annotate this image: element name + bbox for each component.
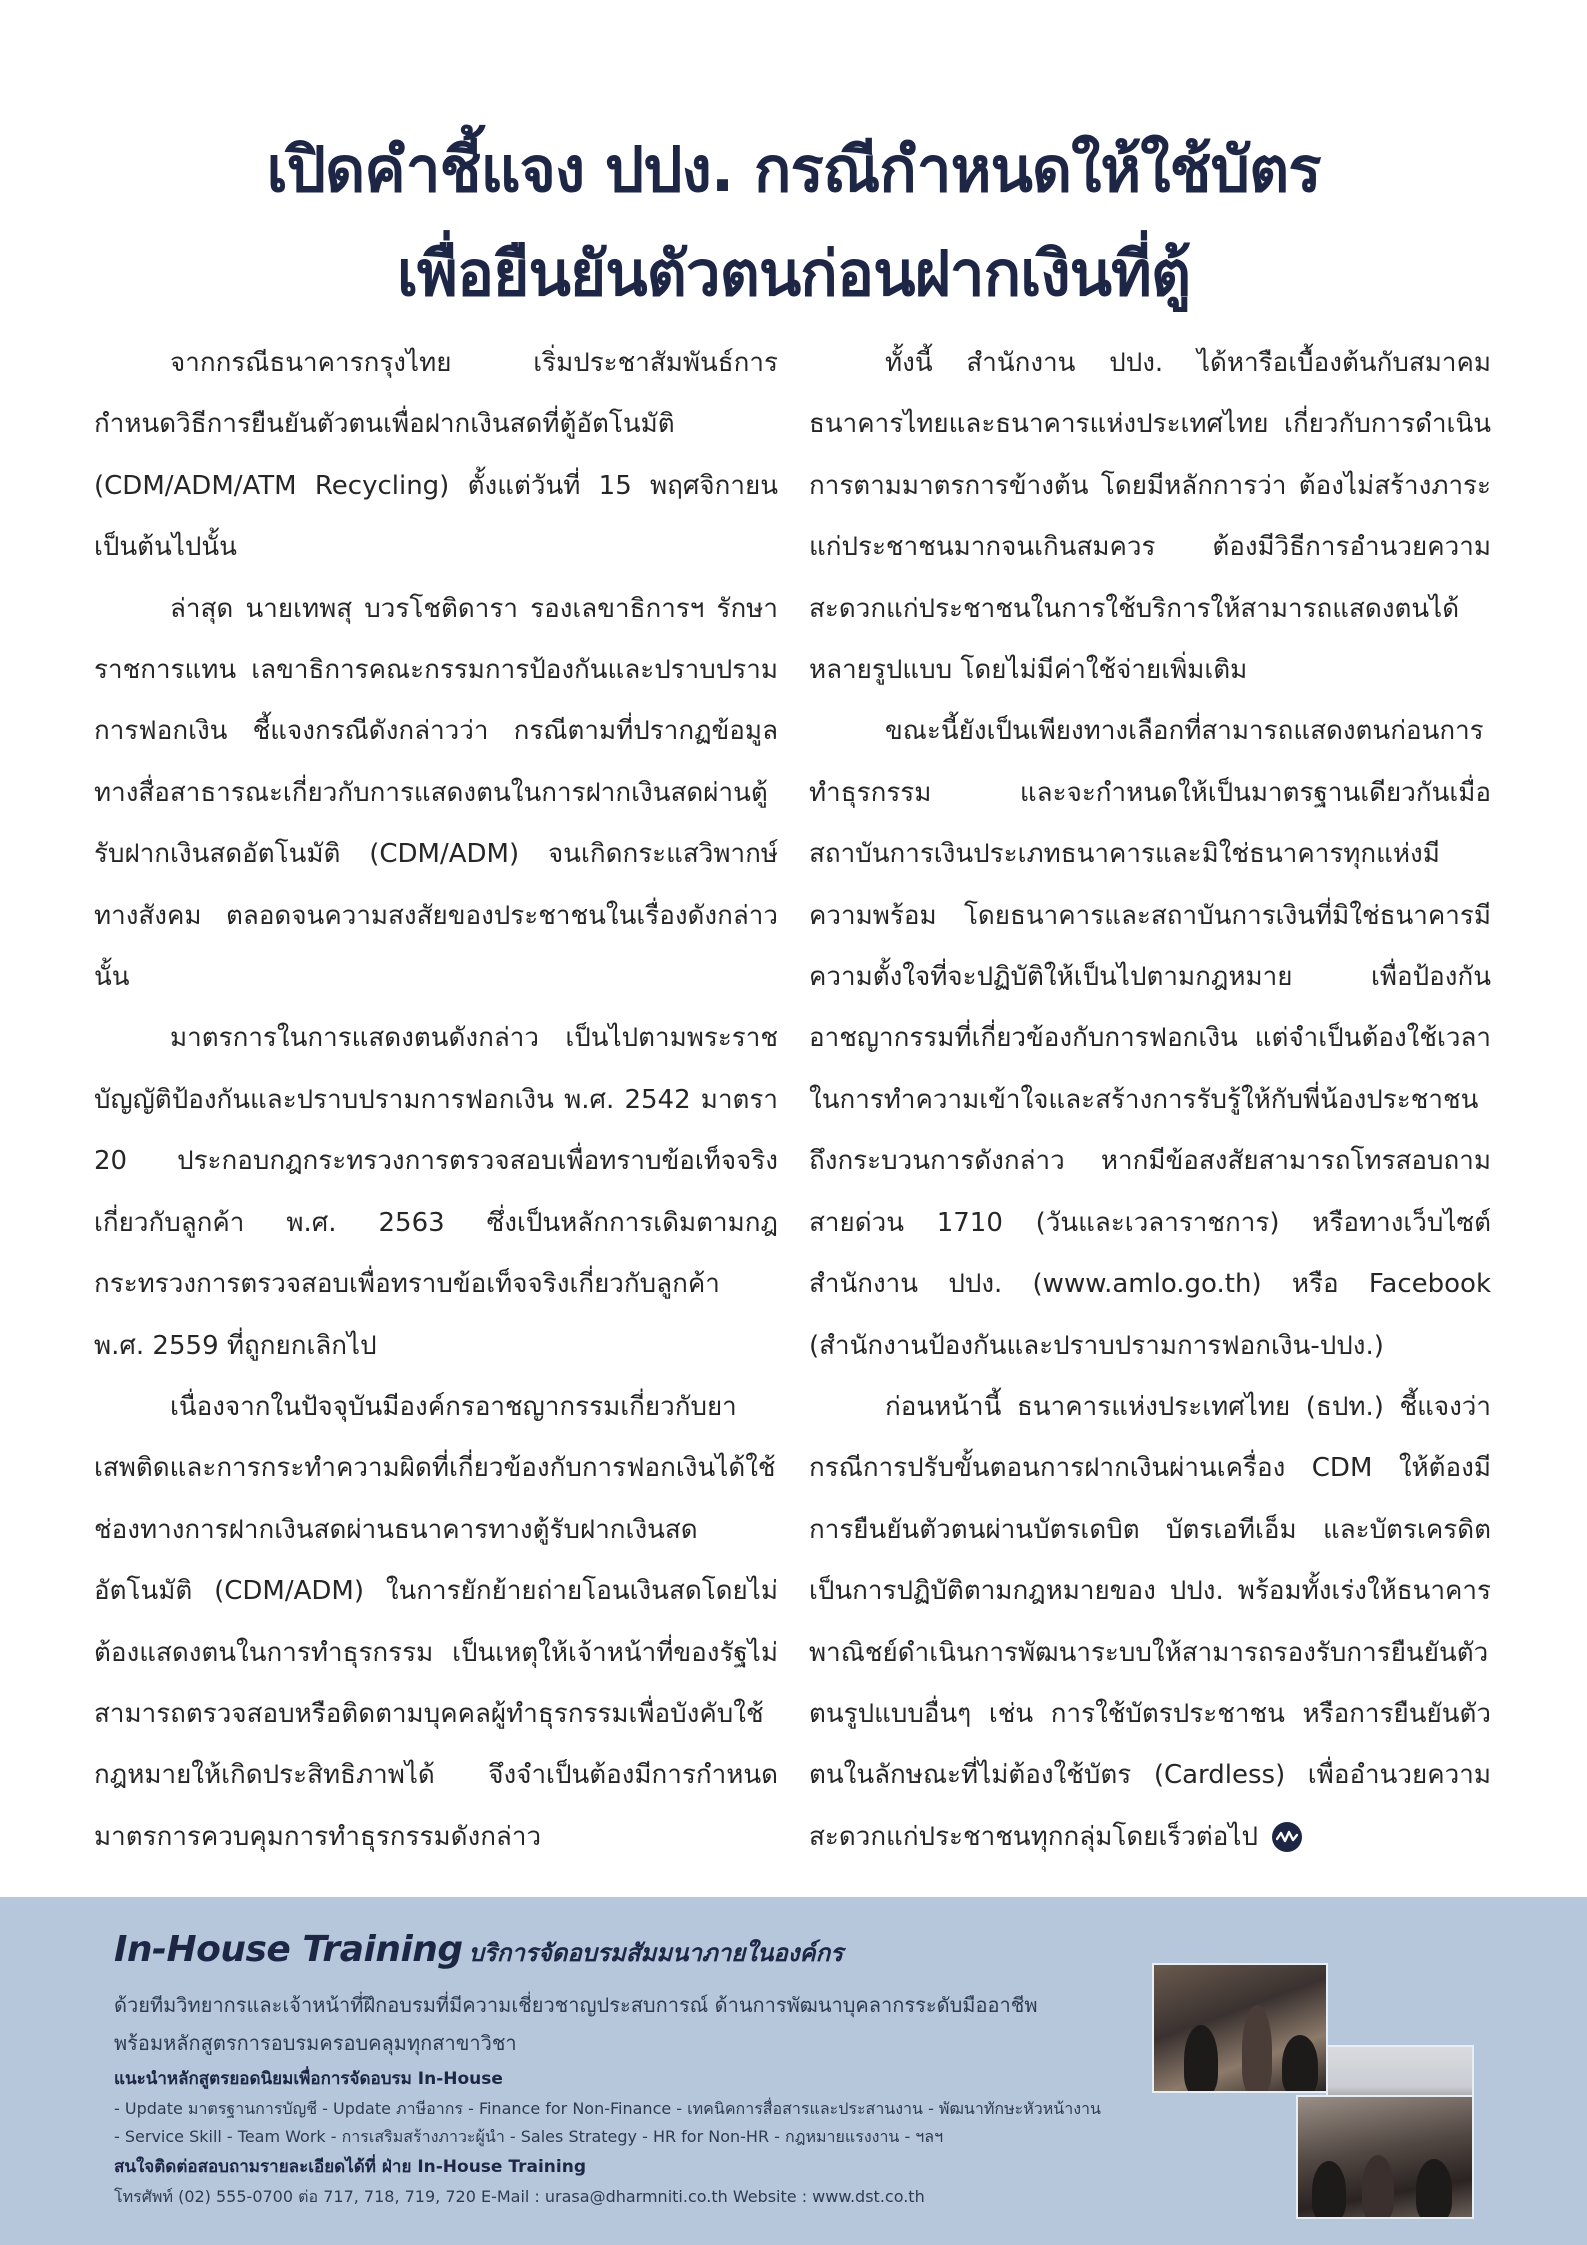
title-line-1: เปิดคำชี้แจง ปปง. กรณีกำหนดให้ใช้บัตร bbox=[266, 133, 1321, 206]
banner-contact-heading: สนใจติดต่อสอบถามรายละเอียดได้ที่ ฝ่าย In-House Training bbox=[114, 2157, 586, 2177]
banner-courses-heading: แนะนำหลักสูตรยอดนิยมเพื่อการจัดอบรม In-House bbox=[114, 2069, 503, 2089]
article-title bbox=[0, 118, 1587, 326]
paragraph: ขณะนี้ยังเป็นเพียงทางเลือกที่สามารถแสดงตนก่อนการทำธุรกรรม และจะกำหนดให้เป็นมาตรฐานเดียวกันเมื่อสถาบันการเงินประเภทธนาคารและมิใช่ธนาคารทุกแห่งมีความพร้อม โดยธนาคารและสถาบันการเงินที่มิใช่ธนาคารมีความตั้งใจที่จะปฏิบัติให้เป็นไปตามกฎหมาย เพื่อป้องกันอาชญากรรมที่เกี่ยวข้องกับการฟอกเงิน แต่จำเป็นต้องใช้เวลาในการทำความเข้าใจและสร้างการรับรู้ให้กับพี่น้องประชาชนถึงกระบวนการดังกล่าว หากมีข้อสงสัยสามารถโทรสอบถามสายด่วน 1710 (วันและเวลาราชการ) หรือทางเว็บไซต์สำนักงาน ปปง. (www.amlo.go.th) หรือ Facebook (สำนักงานป้องกันและปราบปรามการฟอกเงิน-ปปง.) bbox=[809, 716, 1491, 1361]
banner-courses-list: - Service Skill - Team Work - การเสริมสร้างภาวะผู้นำ - Sales Strategy - HR for Non-HR - กฎหมายแรงงาน - ฯลฯ bbox=[114, 2127, 944, 2146]
banner-brand bbox=[114, 1929, 843, 1972]
banner-description: ด้วยทีมวิทยากรและเจ้าหน้าที่ฝึกอบรมที่มีความเชี่ยวชาญประสบการณ์ ด้านการพัฒนาบุคลากรระดับมืออาชีพ bbox=[114, 1993, 1038, 2017]
paragraph: ทั้งนี้ สำนักงาน ปปง. ได้หารือเบื้องต้นกับสมาคมธนาคารไทยและธนาคารแห่งประเทศไทย เกี่ยวกับการดำเนินการตามมาตรการข้างต้น โดยมีหลักการว่า ต้องไม่สร้างภาระแก่ประชาชนมากจนเกินสมควร ต้องมีวิธีการอำนวยความสะดวกแก่ประชาชนในการใช้บริการให้สามารถแสดงตนได้หลายรูปแบบ โดยไม่มีค่าใช้จ่ายเพิ่มเติม bbox=[809, 348, 1491, 686]
article-end-icon bbox=[1272, 1822, 1302, 1852]
banner-brand-subtitle: บริการจัดอบรมสัมมนาภายในองค์กร bbox=[468, 1939, 843, 1967]
banner-brand-name: In-House Training bbox=[114, 1929, 463, 1970]
title-line-2: เพื่อยืนยันตัวตนก่อนฝากเงินที่ตู้ bbox=[396, 237, 1191, 310]
training-photo bbox=[1152, 1963, 1328, 2093]
paragraph-text: ก่อนหน้านี้ ธนาคารแห่งประเทศไทย (ธปท.) ชี้แจงว่า กรณีการปรับขั้นตอนการฝากเงินผ่านเครื่อง CDM ให้ต้องมีการยืนยันตัวตนผ่านบัตรเดบิต บัตรเอทีเอ็ม และบัตรเครดิต เป็นการปฏิบัติตามกฎหมายของ ปปง. พร้อมทั้งเร่งให้ธนาคารพาณิชย์ดำเนินการพัฒนาระบบให้สามารถรองรับการยืนยันตัวตนรูปแบบอื่นๆ เช่น การใช้บัตรประชาชน หรือการยืนยันตัวตนในลักษณะที่ไม่ต้องใช้บัตร (Cardless) เพื่ออำนวยความสะดวกแก่ประชาชนทุกกลุ่มโดยเร็วต่อไป bbox=[809, 1391, 1491, 1852]
paragraph: ล่าสุด นายเทพสุ บวรโชติดารา รองเลขาธิการฯ รักษาราชการแทน เลขาธิการคณะกรรมการป้องกันและปราบปรามการฟอกเงิน ชี้แจงกรณีดังกล่าวว่า กรณีตามที่ปรากฏข้อมูลทางสื่อสาธารณะเกี่ยวกับการแสดงตนในการฝากเงินสดผ่านตู้รับฝากเงินสดอัตโนมัติ (CDM/ADM) จนเกิดกระแสวิพากษ์ทางสังคม ตลอดจนความสงสัยของประชาชนในเรื่องดังกล่าวนั้น bbox=[94, 593, 778, 993]
paragraph bbox=[809, 1377, 1491, 1868]
left-column bbox=[94, 333, 778, 1868]
paragraph: เนื่องจากในปัจจุบันมีองค์กรอาชญากรรมเกี่ยวกับยาเสพติดและการกระทำความผิดที่เกี่ยวข้องกับการฟอกเงินได้ใช้ช่องทางการฝากเงินสดผ่านธนาคารทางตู้รับฝากเงินสดอัตโนมัติ (CDM/ADM) ในการยักย้ายถ่ายโอนเงินสดโดยไม่ต้องแสดงตนในการทำธุรกรรม เป็นเหตุให้เจ้าหน้าที่ของรัฐไม่สามารถตรวจสอบหรือติดตามบุคคลผู้ทำธุรกรรมเพื่อบังคับใช้กฎหมายให้เกิดประสิทธิภาพได้ จึงจำเป็นต้องมีการกำหนดมาตรการควบคุมการทำธุรกรรมดังกล่าว bbox=[94, 1391, 778, 1852]
banner-description: พร้อมหลักสูตรการอบรมครอบคลุมทุกสาขาวิชา bbox=[114, 2031, 517, 2055]
training-photo bbox=[1296, 2095, 1474, 2219]
banner-contact-info: โทรศัพท์ (02) 555-0700 ต่อ 717, 718, 719, 720 E-Mail : urasa@dharmniti.co.th Website : www.dst.co.th bbox=[114, 2187, 925, 2206]
paragraph: มาตรการในการแสดงตนดังกล่าว เป็นไปตามพระราชบัญญัติป้องกันและปราบปรามการฟอกเงิน พ.ศ. 2542 มาตรา 20 ประกอบกฎกระทรวงการตรวจสอบเพื่อทราบข้อเท็จจริงเกี่ยวกับลูกค้า พ.ศ. 2563 ซึ่งเป็นหลักการเดิมตามกฎกระทรวงการตรวจสอบเพื่อทราบข้อเท็จจริงเกี่ยวกับลูกค้า พ.ศ. 2559 ที่ถูกยกเลิกไป bbox=[94, 1023, 778, 1361]
in-house-training-banner bbox=[0, 1897, 1587, 2245]
paragraph: จากกรณีธนาคารกรุงไทย เริ่มประชาสัมพันธ์การกำหนดวิธีการยืนยันตัวตนเพื่อฝากเงินสดที่ตู้อัตโนมัติ (CDM/ADM/ATM Recycling) ตั้งแต่วันที่ 15 พฤศจิกายน เป็นต้นไปนั้น bbox=[94, 348, 778, 563]
banner-courses-list: - Update มาตรฐานการบัญชี - Update ภาษีอากร - Finance for Non-Finance - เทคนิคการสื่อสารและประสานงาน - พัฒนาทักษะหัวหน้างาน bbox=[114, 2099, 1101, 2118]
right-column bbox=[809, 333, 1491, 1868]
